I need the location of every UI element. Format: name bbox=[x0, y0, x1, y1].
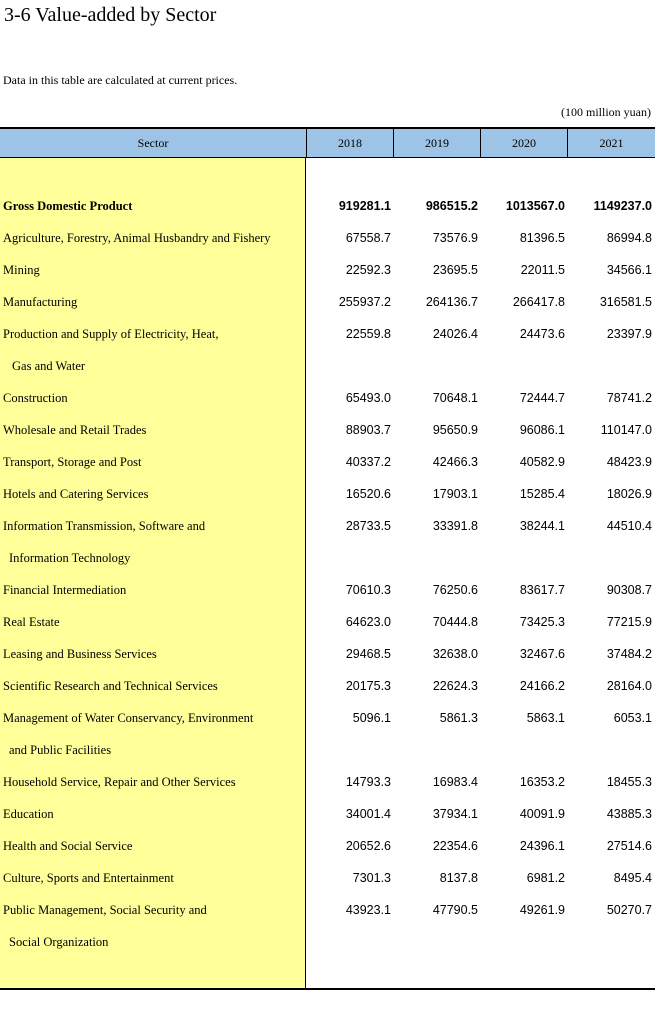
value-cell-2019: 16983.4 bbox=[432, 775, 478, 789]
value-cell-2019: 70648.1 bbox=[432, 391, 478, 405]
value-cell-2020: 16353.2 bbox=[519, 775, 565, 789]
value-cell-2021: 86994.8 bbox=[606, 231, 652, 245]
value-cell-2021: 18455.3 bbox=[606, 775, 652, 789]
sector-name: Gross Domestic Product bbox=[3, 199, 133, 213]
table-row bbox=[0, 446, 655, 478]
value-cell-2018: 65493.0 bbox=[345, 391, 391, 405]
table-bottom-rule bbox=[0, 988, 655, 990]
value-cell-2020: 40091.9 bbox=[519, 807, 565, 821]
table-row bbox=[0, 382, 655, 414]
table-row bbox=[0, 670, 655, 702]
value-cell-2021: 90308.7 bbox=[606, 583, 652, 597]
sector-name: Management of Water Conservancy, Environment bbox=[3, 711, 254, 725]
value-cell-2019: 32638.0 bbox=[432, 647, 478, 661]
value-cell-2021: 18026.9 bbox=[606, 487, 652, 501]
header-year-2019: 2019 bbox=[394, 129, 481, 157]
value-cell-2020: 49261.9 bbox=[519, 903, 565, 917]
value-cell-2019: 17903.1 bbox=[432, 487, 478, 501]
header-year-2018: 2018 bbox=[307, 129, 394, 157]
value-cell-2020: 40582.9 bbox=[519, 455, 565, 469]
sector-name-continued: Gas and Water bbox=[12, 359, 86, 373]
sector-name: Agriculture, Forestry, Animal Husbandry and Fishery bbox=[3, 231, 271, 245]
table-row bbox=[0, 286, 655, 318]
value-cell-2020: 6981.2 bbox=[526, 871, 565, 885]
value-cell-2018: 28733.5 bbox=[345, 519, 391, 533]
value-cell-2019: 23695.5 bbox=[432, 263, 478, 277]
sector-name-continued: Information Technology bbox=[9, 551, 131, 565]
value-cell-2019: 33391.8 bbox=[432, 519, 478, 533]
value-cell-2019: 22354.6 bbox=[432, 839, 478, 853]
value-cell-2019: 264136.7 bbox=[425, 295, 478, 309]
value-cell-2020: 5863.1 bbox=[526, 711, 565, 725]
value-cell-2018: 40337.2 bbox=[345, 455, 391, 469]
value-cell-2021: 43885.3 bbox=[606, 807, 652, 821]
value-cell-2018: 14793.3 bbox=[345, 775, 391, 789]
value-cell-2020: 73425.3 bbox=[519, 615, 565, 629]
header-year-2020: 2020 bbox=[481, 129, 568, 157]
sector-name: Real Estate bbox=[3, 615, 60, 629]
table-row bbox=[0, 702, 655, 734]
value-cell-2018: 88903.7 bbox=[345, 423, 391, 437]
table-row bbox=[0, 222, 655, 254]
table-row bbox=[0, 894, 655, 926]
header-year-2021: 2021 bbox=[599, 136, 624, 150]
value-cell-2021: 37484.2 bbox=[606, 647, 652, 661]
value-cell-2018: 919281.1 bbox=[338, 199, 391, 213]
value-cell-2018: 20652.6 bbox=[345, 839, 391, 853]
value-cell-2019: 76250.6 bbox=[432, 583, 478, 597]
value-cell-2018: 22592.3 bbox=[345, 263, 391, 277]
table-row-continuation bbox=[0, 734, 655, 766]
value-cell-2020: 24473.6 bbox=[519, 327, 565, 341]
sector-name: Scientific Research and Technical Services bbox=[3, 679, 218, 693]
value-cell-2018: 67558.7 bbox=[345, 231, 391, 245]
value-cell-2018: 255937.2 bbox=[338, 295, 391, 309]
sector-name: Production and Supply of Electricity, Heat, bbox=[3, 327, 219, 341]
sector-name: Wholesale and Retail Trades bbox=[3, 423, 147, 437]
value-cell-2021: 8495.4 bbox=[613, 871, 652, 885]
table-header bbox=[0, 129, 655, 158]
sector-name: Health and Social Service bbox=[3, 839, 133, 853]
sector-name: Manufacturing bbox=[3, 295, 78, 309]
value-cell-2021: 44510.4 bbox=[606, 519, 652, 533]
value-cell-2021: 110147.0 bbox=[600, 423, 652, 437]
sector-name-continued: Social Organization bbox=[9, 935, 109, 949]
value-cell-2020: 15285.4 bbox=[519, 487, 565, 501]
value-cell-2020: 72444.7 bbox=[519, 391, 565, 405]
table-row-continuation bbox=[0, 542, 655, 574]
value-cell-2020: 32467.6 bbox=[519, 647, 565, 661]
sector-name: Leasing and Business Services bbox=[3, 647, 157, 661]
value-cell-2018: 22559.8 bbox=[345, 327, 391, 341]
value-cell-2018: 20175.3 bbox=[345, 679, 391, 693]
value-cell-2020: 83617.7 bbox=[519, 583, 565, 597]
value-cell-2019: 8137.8 bbox=[439, 871, 478, 885]
value-cell-2018: 64623.0 bbox=[345, 615, 391, 629]
sector-name: Mining bbox=[3, 263, 40, 277]
sector-name: Information Transmission, Software and bbox=[3, 519, 206, 533]
value-cell-2018: 43923.1 bbox=[345, 903, 391, 917]
value-cell-2019: 70444.8 bbox=[432, 615, 478, 629]
table-note: Data in this table are calculated at current prices. bbox=[3, 73, 238, 87]
value-cell-2019: 42466.3 bbox=[432, 455, 478, 469]
table-row bbox=[0, 798, 655, 830]
value-cell-2021: 77215.9 bbox=[606, 615, 652, 629]
sector-name: Hotels and Catering Services bbox=[3, 487, 149, 501]
value-cell-2020: 24166.2 bbox=[519, 679, 565, 693]
value-cell-2019: 47790.5 bbox=[432, 903, 478, 917]
value-cell-2019: 95650.9 bbox=[432, 423, 478, 437]
value-cell-2021: 34566.1 bbox=[606, 263, 652, 277]
value-cell-2020: 266417.8 bbox=[512, 295, 565, 309]
value-cell-2019: 986515.2 bbox=[425, 199, 478, 213]
value-cell-2019: 37934.1 bbox=[432, 807, 478, 821]
value-cell-2021: 316581.5 bbox=[599, 295, 652, 309]
value-cell-2021: 28164.0 bbox=[606, 679, 652, 693]
header-sector: Sector bbox=[0, 129, 307, 157]
sector-name: Household Service, Repair and Other Services bbox=[3, 775, 236, 789]
value-cell-2018: 34001.4 bbox=[345, 807, 391, 821]
value-cell-2021: 48423.9 bbox=[606, 455, 652, 469]
sector-name: Education bbox=[3, 807, 54, 821]
table-row bbox=[0, 766, 655, 798]
value-cell-2018: 29468.5 bbox=[345, 647, 391, 661]
table-row-continuation bbox=[0, 926, 655, 958]
table-row bbox=[0, 190, 655, 222]
table-row bbox=[0, 318, 655, 350]
value-cell-2020: 96086.1 bbox=[519, 423, 565, 437]
value-cell-2020: 22011.5 bbox=[520, 263, 565, 277]
page-title: 3-6 Value-added by Sector bbox=[4, 4, 217, 26]
sector-name-continued: and Public Facilities bbox=[9, 743, 112, 757]
value-cell-2020: 81396.5 bbox=[519, 231, 565, 245]
unit-label: (100 million yuan) bbox=[561, 105, 651, 119]
sector-name: Financial Intermediation bbox=[3, 583, 127, 597]
sector-name: Public Management, Social Security and bbox=[3, 903, 207, 917]
sector-name: Culture, Sports and Entertainment bbox=[3, 871, 174, 885]
value-cell-2020: 1013567.0 bbox=[505, 199, 565, 213]
sector-name: Transport, Storage and Post bbox=[3, 455, 142, 469]
table-row bbox=[0, 574, 655, 606]
value-cell-2018: 16520.6 bbox=[345, 487, 391, 501]
value-cell-2019: 24026.4 bbox=[432, 327, 478, 341]
table-row-continuation bbox=[0, 350, 655, 382]
value-cell-2021: 27514.6 bbox=[606, 839, 652, 853]
value-cell-2018: 70610.3 bbox=[345, 583, 391, 597]
value-cell-2019: 5861.3 bbox=[439, 711, 478, 725]
value-cell-2019: 73576.9 bbox=[432, 231, 478, 245]
value-cell-2021: 1149237.0 bbox=[593, 199, 652, 213]
value-cell-2021: 50270.7 bbox=[606, 903, 652, 917]
table-row bbox=[0, 606, 655, 638]
value-cell-2018: 5096.1 bbox=[352, 711, 391, 725]
table-row bbox=[0, 510, 655, 542]
sector-name: Construction bbox=[3, 391, 68, 405]
value-cell-2021: 23397.9 bbox=[606, 327, 652, 341]
value-cell-2021: 78741.2 bbox=[606, 391, 652, 405]
table-row bbox=[0, 414, 655, 446]
value-cell-2021: 6053.1 bbox=[613, 711, 652, 725]
table-row bbox=[0, 862, 655, 894]
value-cell-2020: 38244.1 bbox=[519, 519, 565, 533]
table-row bbox=[0, 254, 655, 286]
value-cell-2019: 22624.3 bbox=[432, 679, 478, 693]
value-cell-2020: 24396.1 bbox=[519, 839, 565, 853]
table-row bbox=[0, 478, 655, 510]
value-cell-2018: 7301.3 bbox=[352, 871, 391, 885]
table-row bbox=[0, 638, 655, 670]
table-row bbox=[0, 830, 655, 862]
